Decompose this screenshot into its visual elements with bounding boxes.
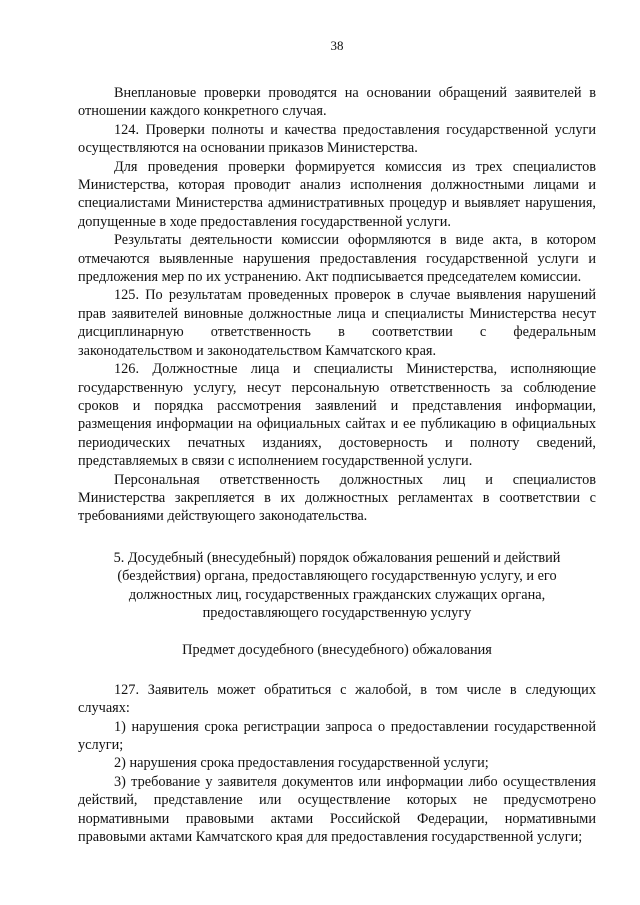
subheading-appeal-subject: Предмет досудебного (внесудебного) обжалования	[182, 642, 492, 659]
list-item-3: 3) требование у заявителя документов или информации либо осуществления действий, представление или осуществление которых не предусмотрено нормативными правовыми актами Российской Федерации, нормативными правовыми актами Камчатского края для предоставления государственной услуги;	[78, 773, 596, 846]
list-item-2: 2) нарушения срока предоставления государственной услуги;	[114, 755, 489, 772]
paragraph-commission-results: Результаты деятельности комиссии оформляются в виде акта, в котором отмечаются выявленные нарушения предоставления государственной услуги и предложения мер по их устранению. Акт подписывается председателем комиссии.	[78, 232, 596, 286]
document-page	[78, 0, 596, 905]
paragraph-125: 125. По результатам проведенных проверок в случае выявления нарушений прав заявителей виновные должностные лица и специалисты Министерства несут дисциплинарную ответственность в соответствии с федеральным законодательством и законодательством Камчатского края.	[78, 287, 596, 359]
paragraph-personal-responsibility: Персональная ответственность должностных лиц и специалистов Министерства закрепляется в их должностных регламентах в соответствии с требованиями действующего законодательства.	[78, 471, 596, 525]
list-item-1: 1) нарушения срока регистрации запроса о предоставлении государственной услуги;	[78, 718, 596, 753]
paragraph-127: 127. Заявитель может обратиться с жалобой, в том числе в следующих случаях:	[78, 681, 596, 717]
document-body	[78, 84, 596, 846]
paragraph-124: 124. Проверки полноты и качества предоставления государственной услуги осуществляются на основании приказов Министерства.	[78, 121, 596, 157]
paragraph-126: 126. Должностные лица и специалисты Министерства, исполняющие государственную услугу, несут персональную ответственность за соблюдение сроков и порядка рассмотрения заявлений и представления информации, размещения информации на официальных сайтах и ее публикацию в официальных периодических печатных изданиях, достоверность и полноту сведений, представляемых в связи с исполнением государственной услуги.	[78, 361, 596, 470]
paragraph-commission: Для проведения проверки формируется комиссия из трех специалистов Министерства, которая проводит анализ исполнения должностными лицами и специалистами Министерства административных процедур и выявляет нарушения, допущенные в ходе предоставления государственной услуги.	[78, 158, 596, 230]
page-number: 38	[330, 38, 344, 53]
section-heading-5: 5. Досудебный (внесудебный) порядок обжалования решений и действий (бездействия) органа, предоставляющего государственную услугу, и его должностных лиц, государственных гражданских служащих органа, предоставляющего государственную услугу	[113, 549, 561, 621]
paragraph-unscheduled-inspections: Внеплановые проверки проводятся на основании обращений заявителей в отношении каждого конкретного случая.	[78, 85, 596, 120]
